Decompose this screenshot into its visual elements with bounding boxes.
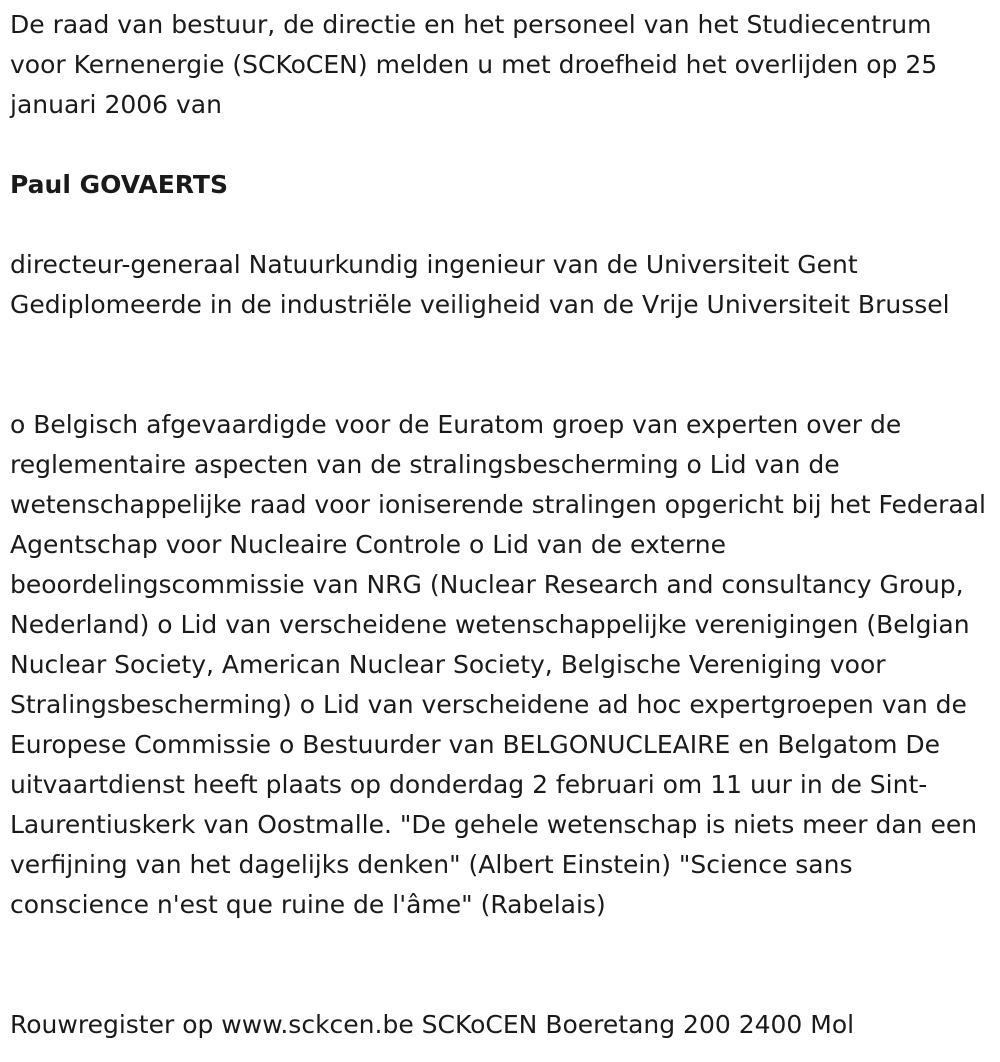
- biography-paragraph: o Belgisch afgevaardigde voor de Euratom groep van experten over de reglementaire aspecten van de stralingsbescherming o Lid van de wetenschappelijke raad voor ioniserende stralingen opgericht bij het Federaal Agentschap voor Nucleaire Controle o Lid van de externe beoordelingscommissie van NRG (Nuclear Research and consultancy Group, Nederland) o Lid van verscheidene wetenschappelijke verenigingen (Belgian Nuclear Society, American Nuclear Society, Belgische Vereniging voor Stralingsbescherming) o Lid van verscheidene ad hoc expertgroepen van de Europese Commissie o Bestuurder van BELGONUCLEAIRE en Belgatom De uitvaartdienst heeft plaats op donderdag 2 februari om 11 uur in de Sint-Laurentiuskerk van Oostmalle. "De gehele wetenschap is niets meer dan een verfijning van het dagelijks denken" (Albert Einstein) "Science sans conscience n'est que ruine de l'âme" (Rabelais): [10, 410, 986, 919]
- footer-paragraph: Rouwregister op www.sckcen.be SCKoCEN Boeretang 200 2400 Mol: [10, 1010, 855, 1039]
- title-paragraph: directeur-generaal Natuurkundig ingenieur van de Universiteit Gent Gediplomeerde in de industriële veiligheid van de Vrije Universiteit Brussel: [10, 250, 950, 319]
- deceased-name: Paul GOVAERTS: [10, 170, 228, 199]
- intro-paragraph: De raad van bestuur, de directie en het personeel van het Studiecentrum voor Kernenergie (SCKoCEN) melden u met droefheid het overlijden op 25 januari 2006 van: [10, 10, 938, 119]
